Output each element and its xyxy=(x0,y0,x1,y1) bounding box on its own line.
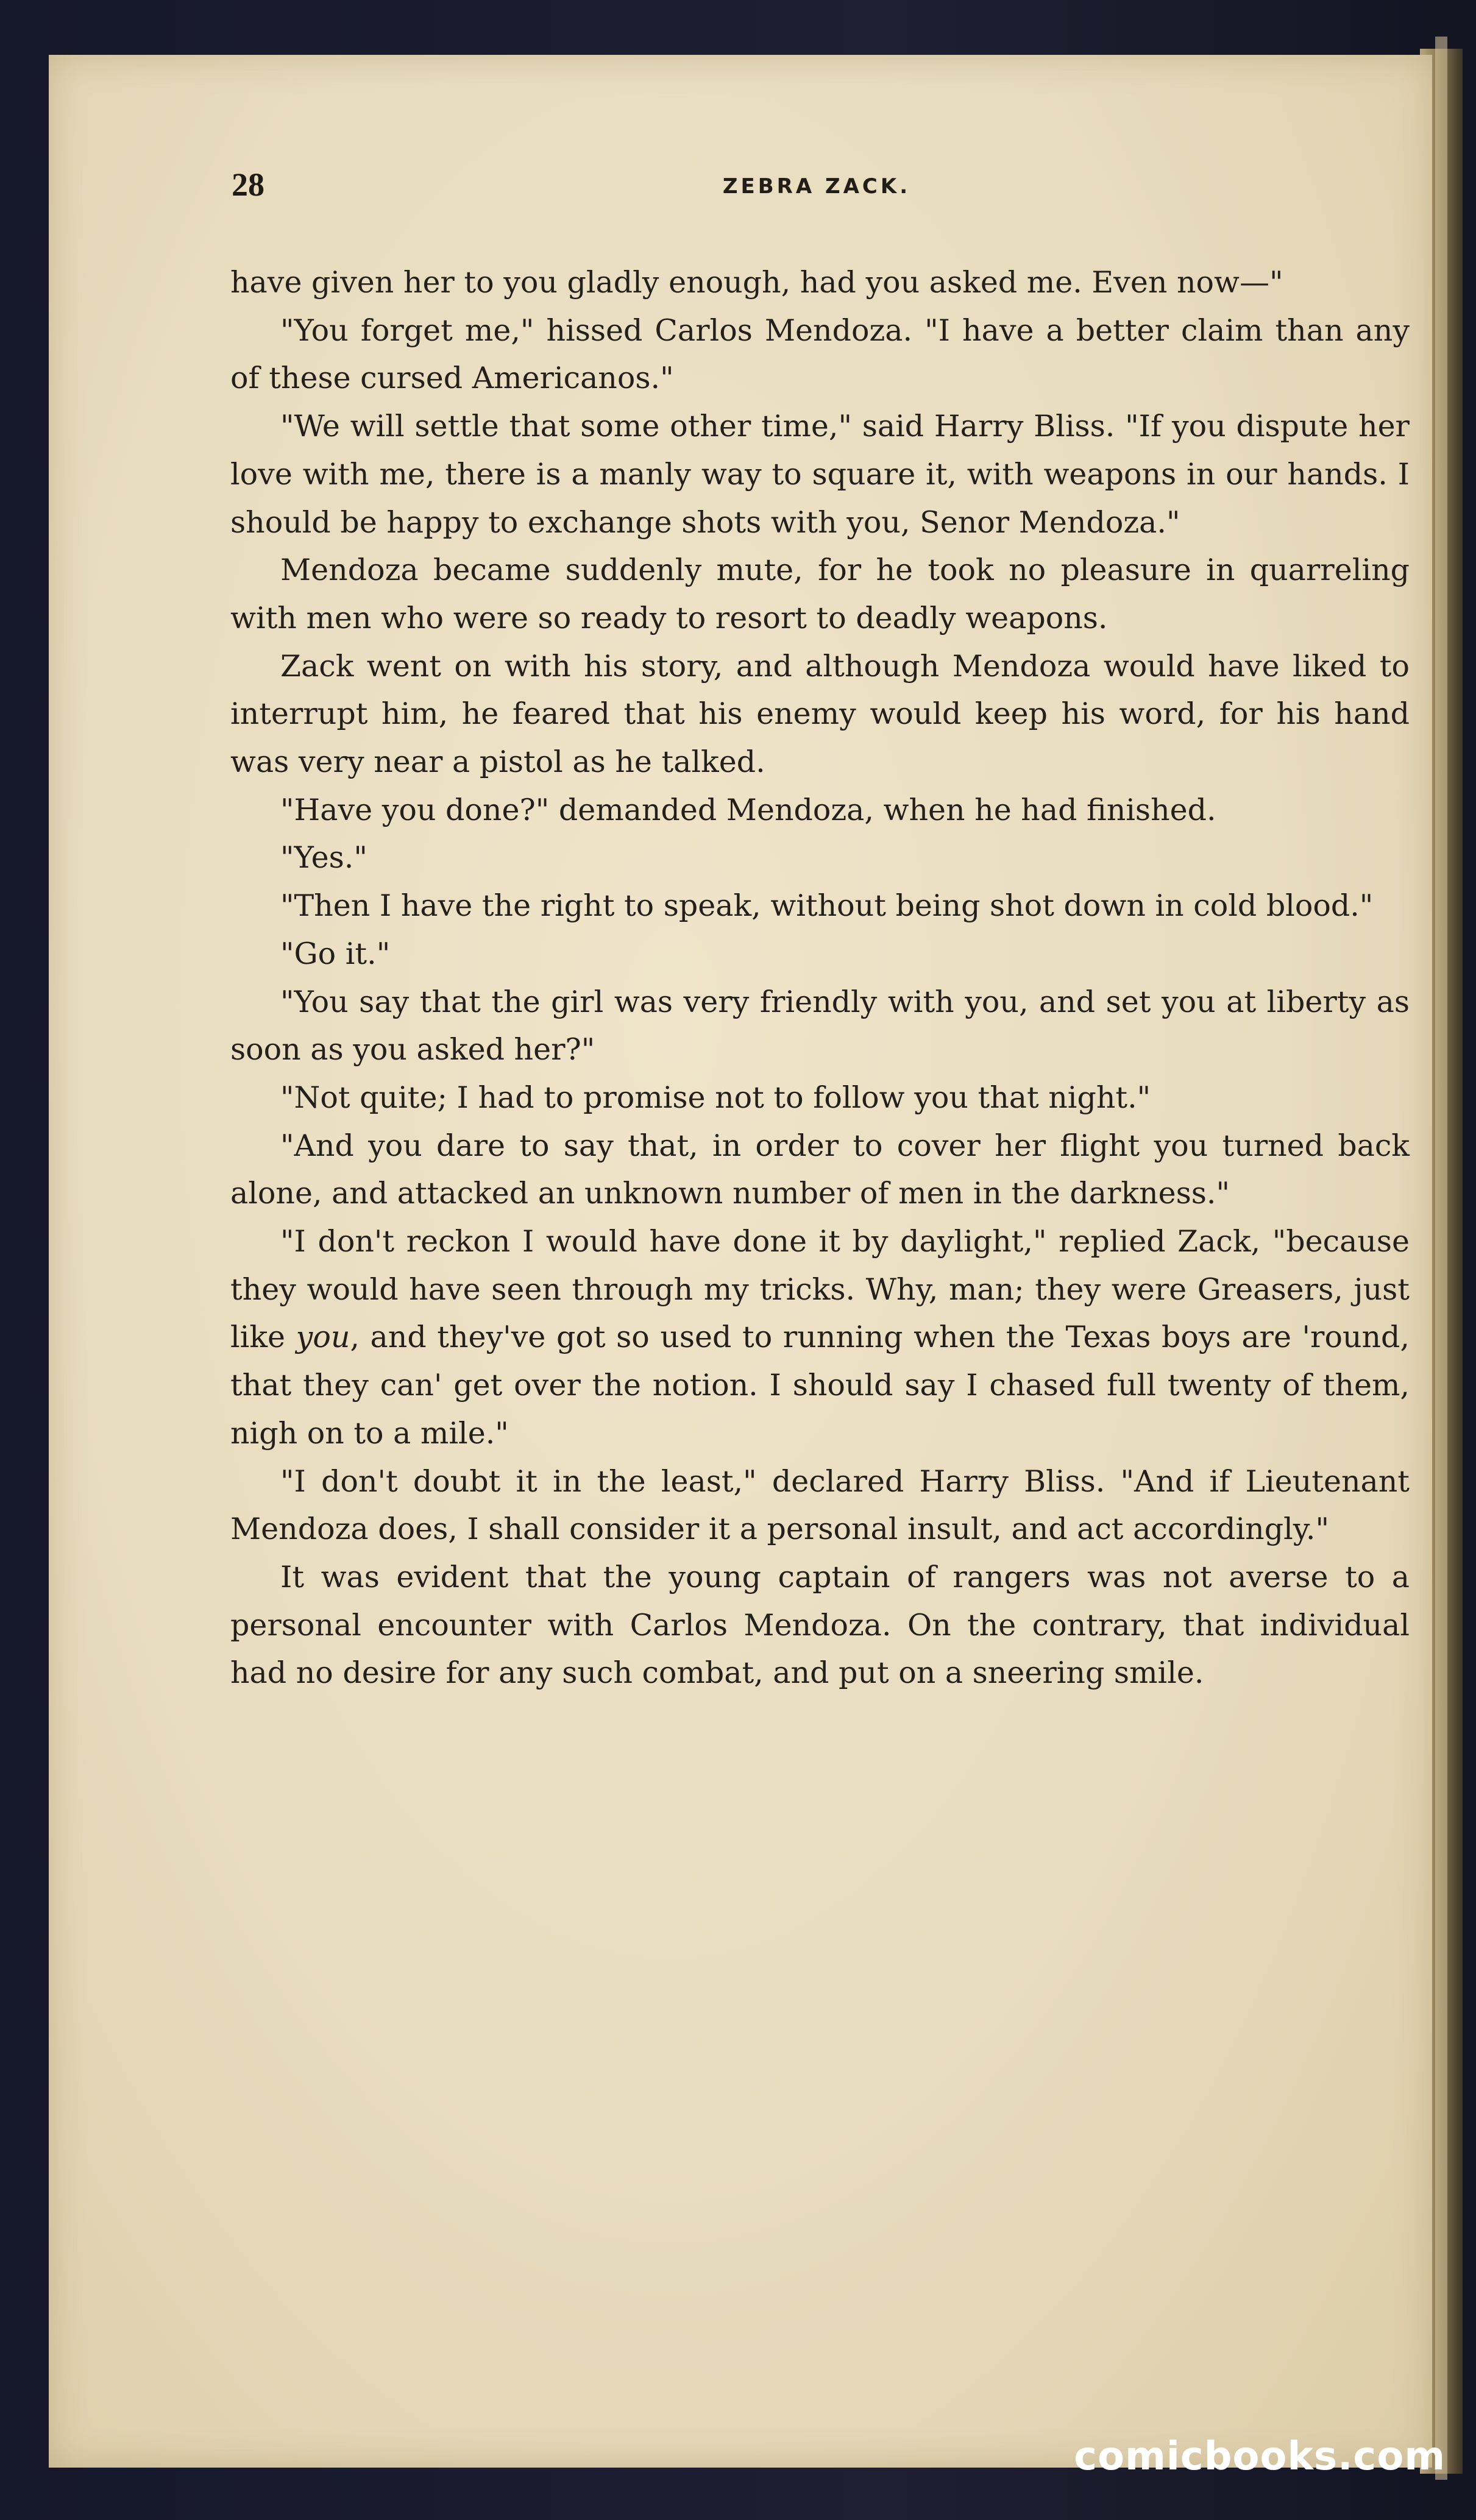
paragraph: Zack went on with his story, and although Mendoza would have liked to interrupt him, he feared that his enemy would keep his word, for his hand was very near a pistol as he talked. xyxy=(230,648,1410,780)
paragraph: "And you dare to say that, in order to cover her flight you turned back alone, and attacked an unknown number of men in the darkness." xyxy=(230,1128,1410,1211)
site-watermark: comicbooks.com xyxy=(1074,2434,1446,2479)
paragraph: have given her to you gladly enough, had you asked me. Even now—" xyxy=(230,265,1283,300)
paragraph: Mendoza became suddenly mute, for he took no pleasure in quarreling with men who were so ready to resort to deadly weapons. xyxy=(230,553,1410,635)
paragraph: "I don't reckon I would have done it by daylight," replied Zack, "because they would have seen through my tricks. Why, man; they were Greasers, just like you, and they've got so used to running when the Texas boys are 'round, that they can' get over the notion. I should say I chased full twenty of them, nigh on to a mile." xyxy=(230,1224,1410,1451)
paragraph: "We will settle that some other time," said Harry Bliss. "If you dispute her love with me, there is a manly way to square it, with weapons in our hands. I should be happy to exchange shots with you, Senor Mendoza." xyxy=(230,409,1410,540)
running-title: ZEBRA ZACK. xyxy=(722,174,911,199)
paragraph: "Yes." xyxy=(280,840,367,876)
running-header xyxy=(232,166,1402,214)
paragraph: "Go it." xyxy=(280,936,391,971)
page-edge-highlight xyxy=(1435,37,1447,2480)
paragraph: It was evident that the young captain of rangers was not averse to a personal encounter with Carlos Mendoza. On the contrary, that individual had no desire for any such combat, and put on a sneering smile. xyxy=(230,1559,1410,1691)
paragraph: "I don't doubt it in the least," declared Harry Bliss. "And if Lieutenant Mendoza does, I shall consider it a personal insult, and act accordingly." xyxy=(230,1464,1410,1547)
paragraph: "Not quite; I had to promise not to follow you that night." xyxy=(280,1080,1151,1115)
italic-word: you xyxy=(296,1320,350,1355)
paragraph: "You say that the girl was very friendly with you, and set you at liberty as soon as you asked her?" xyxy=(230,984,1410,1067)
paragraph: "You forget me," hissed Carlos Mendoza. "I have a better claim than any of these cursed Americanos." xyxy=(230,313,1410,396)
paragraph: "Then I have the right to speak, without being shot down in cold blood." xyxy=(280,888,1374,924)
page-number: 28 xyxy=(232,166,264,203)
body-text xyxy=(230,259,1410,1697)
paragraph: "Have you done?" demanded Mendoza, when he had finished. xyxy=(280,792,1216,827)
